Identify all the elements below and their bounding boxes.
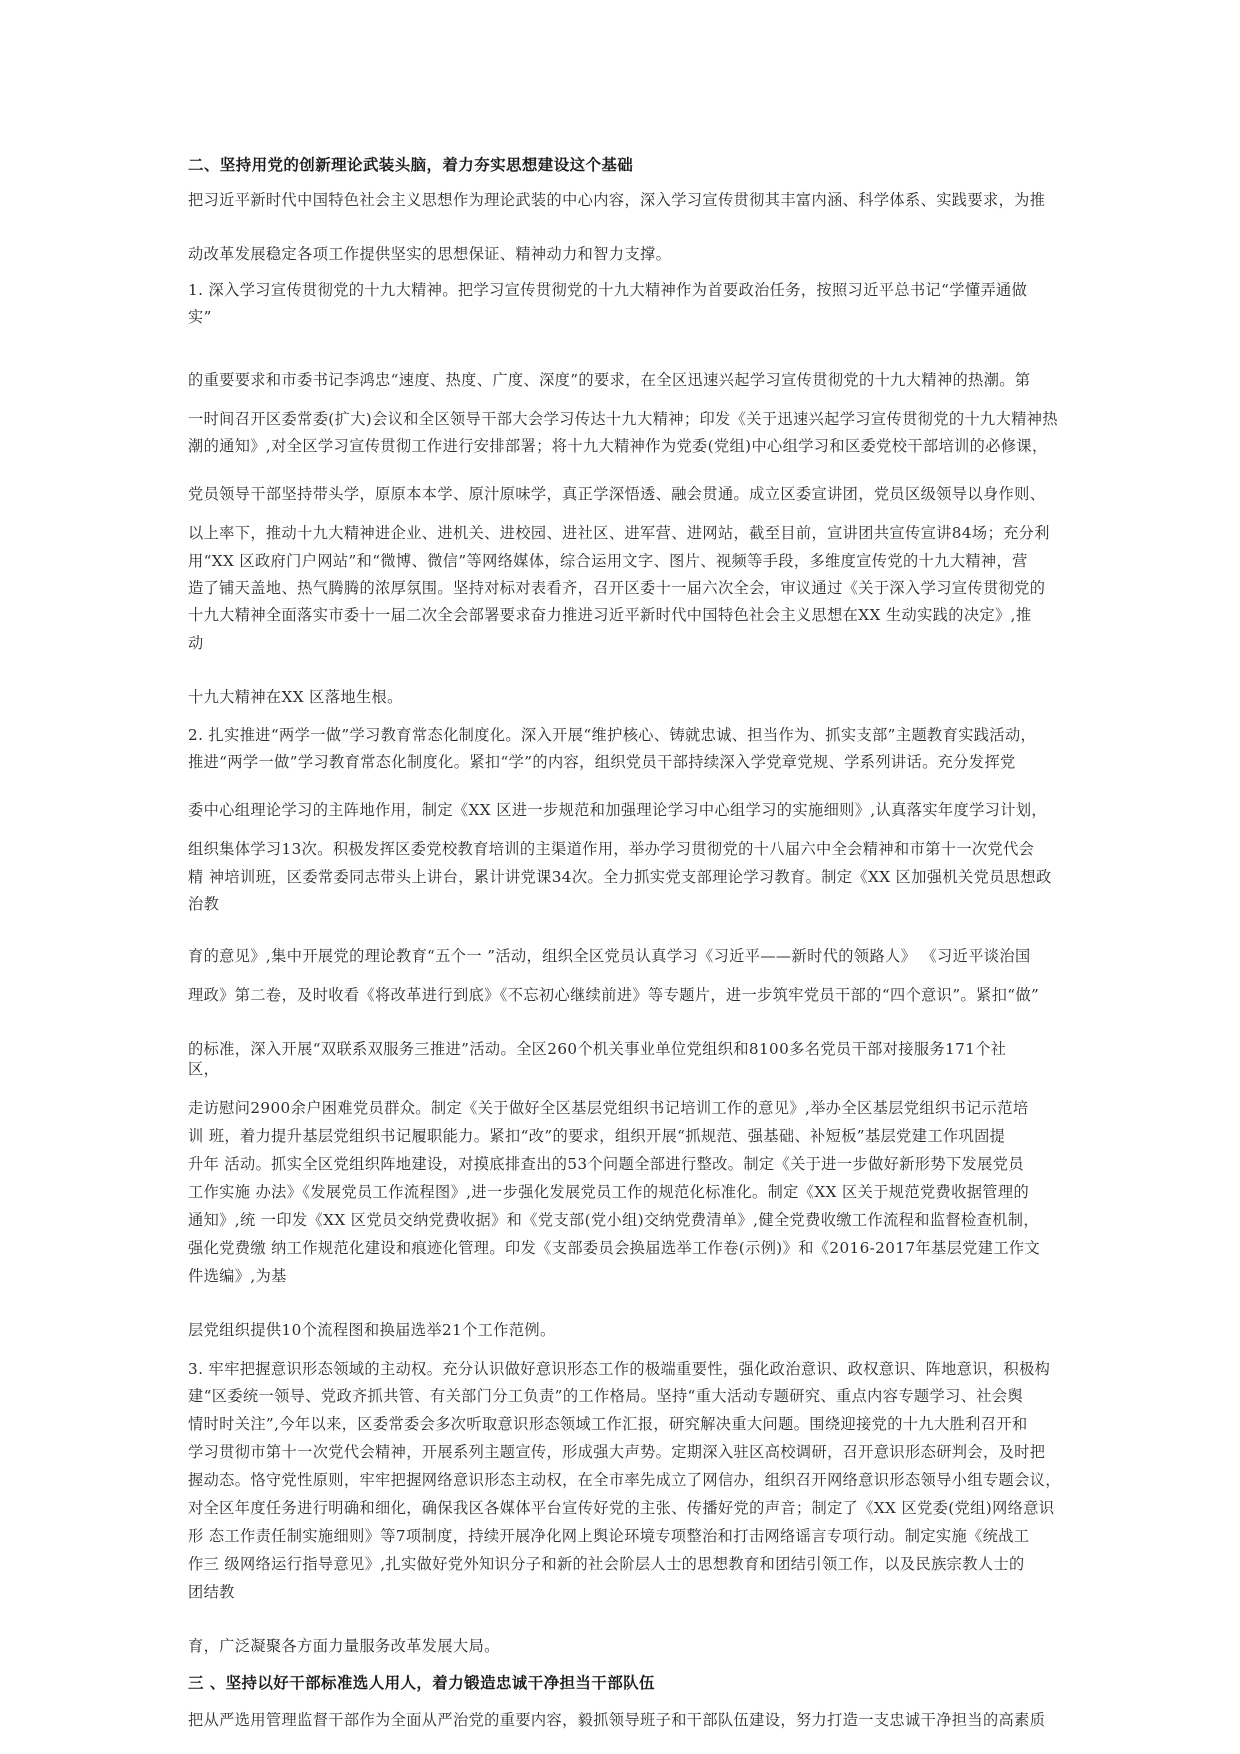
text-line: 训 班，着力提升基层党组织书记履职能力。紧扣“改”的要求，组织开展“抓规范、强基础、补短板”基层党建工作巩固提 xyxy=(188,1127,1006,1145)
text-line: 精 神培训班，区委常委同志带头上讲台，累计讲党课34次。全力抓实党支部理论学习教育。制定《XX 区加强机关党员思想政 xyxy=(188,868,1052,886)
text-line: 动改革发展稳定各项工作提供坚实的思想保证、精神动力和智力支撑。 xyxy=(188,245,672,263)
text-line: 治教 xyxy=(188,895,220,913)
text-line: 2. 扎实推进“两学一做”学习教育常态化制度化。深入开展“维护核心、铸就忠诚、担当作为、抓实支部”主题教育实践活动， xyxy=(188,726,1037,744)
text-line: 通知》,统 一印发《XX 区党员交纳党费收据》和《党支部(党小组)交纳党费清单》,健全党费收缴工作流程和监督检查机制， xyxy=(188,1211,1039,1229)
text-line: 作三 级网络运行指导意见》,扎实做好党外知识分子和新的社会阶层人士的思想教育和团结引领工作，以及民族宗教人士的 xyxy=(188,1555,1025,1573)
text-line: 育的意见》,集中开展党的理论教育“五个一 ”活动，组织全区党员认真学习《习近平——新时代的领路人》 《习近平谈治国 xyxy=(188,947,1031,965)
text-line: 3. 牢牢把握意识形态领域的主动权。充分认识做好意识形态工作的极端重要性，强化政治意识、政权意识、阵地意识，积极构 xyxy=(188,1360,1051,1378)
text-line: 工作实施 办法》《发展党员工作流程图》,进一步强化发展党员工作的规范化标准化。制定《XX 区关于规范党费收据管理的 xyxy=(188,1183,1030,1201)
text-line: 情时时关注”,今年以来，区委常委会多次听取意识形态领域工作汇报，研究解决重大问题。围绕迎接党的十九大胜利召开和 xyxy=(188,1415,1028,1433)
text-line: 层党组织提供10个流程图和换届选举21个工作范例。 xyxy=(188,1321,556,1339)
text-line: 形 态工作责任制实施细则》等7项制度，持续开展净化网上舆论环境专项整治和打击网络谣言专项行动。制定实施《统战工 xyxy=(188,1527,1030,1545)
text-line: 学习贯彻市第十一次党代会精神，开展系列主题宣传，形成强大声势。定期深入驻区高校调研，召开意识形态研判会，及时把 xyxy=(188,1443,1046,1461)
text-line: 握动态。恪守党性原则，牢牢把握网络意识形态主动权，在全市率先成立了网信办，组织召开网络意识形态领导小组专题会议， xyxy=(188,1471,1061,1489)
text-line: 建“区委统一领导、党政齐抓共管、有关部门分工负责”的工作格局。坚持“重大活动专题研究、重点内容专题学习、社会舆 xyxy=(188,1387,1024,1405)
text-line: 实” xyxy=(188,308,212,326)
text-line: 组织集体学习13次。积极发挥区委党校教育培训的主渠道作用，举办学习贯彻党的十八届六中全会精神和市第十一次党代会 xyxy=(188,840,1035,858)
text-line: 用“XX 区政府门户网站”和“微博、微信”等网络媒体，综合运用文字、图片、视频等手段，多维度宣传党的十九大精神，营 xyxy=(188,552,1028,570)
text-line: 十九大精神全面落实市委十一届二次全会部署要求奋力推进习近平新时代中国特色社会主义思想在XX 生动实践的决定》,推 xyxy=(188,606,1032,624)
text-line: 推进“两学一做”学习教育常态化制度化。紧扣“学”的内容，组织党员干部持续深入学党章党规、学系列讲话。充分发挥党 xyxy=(188,753,1016,771)
text-line: 把习近平新时代中国特色社会主义思想作为理论武装的中心内容，深入学习宣传贯彻其丰富内涵、科学体系、实践要求，为推 xyxy=(188,191,1046,209)
text-line: 走访慰问2900余户困难党员群众。制定《关于做好全区基层党组织书记培训工作的意见》,举办全区基层党组织书记示范培 xyxy=(188,1099,1029,1117)
text-line: 以上率下，推动十九大精神进企业、进机关、进校园、进社区、进军营、进网站，截至目前，宣讲团共宣传宣讲84场；充分利 xyxy=(188,524,1050,542)
text-line: 把从严选用管理监督干部作为全面从严治党的重要内容，毅抓领导班子和干部队伍建设，努力打造一支忠诚干净担当的高素质 xyxy=(188,1711,1046,1729)
text-line: 的标准，深入开展“双联系双服务三推进”活动。全区260个机关事业单位党组织和8100多名党员干部对接服务171个社 xyxy=(188,1040,1007,1058)
text-line: 党员领导干部坚持带头学，原原本本学、原汁原味学，真正学深悟透、融会贯通。成立区委宣讲团，党员区级领导以身作则、 xyxy=(188,485,1046,503)
text-line: 强化党费缴 纳工作规范化建设和痕迹化管理。印发《支部委员会换届选举工作卷(示例)》和《2016-2017年基层党建工作文 xyxy=(188,1239,1041,1257)
text-line: 的重要要求和市委书记李鸿忠“速度、热度、广度、深度”的要求，在全区迅速兴起学习宣传贯彻党的十九大精神的热潮。第 xyxy=(188,371,1031,389)
text-line: 1. 深入学习宣传贯彻党的十九大精神。把学习宣传贯彻党的十九大精神作为首要政治任务，按照习近平总书记“学懂弄通做 xyxy=(188,281,1028,299)
text-line: 育，广泛凝聚各方面力量服务改革发展大局。 xyxy=(188,1637,500,1655)
text-line: 潮的通知》,对全区学习宣传贯彻工作进行安排部署；将十九大精神作为党委(党组)中心组学习和区委党校干部培训的必修课， xyxy=(188,437,1048,455)
text-line: 一时间召开区委常委(扩大)会议和全区领导干部大会学习传达十九大精神；印发《关于迅速兴起学习宣传贯彻党的十九大精神热 xyxy=(188,410,1058,428)
text-line: 团结教 xyxy=(188,1583,235,1601)
text-line: 造了铺天盖地、热气腾腾的浓厚氛围。坚持对标对表看齐，召开区委十一届六次全会，审议通过《关于深入学习宣传贯彻党的 xyxy=(188,579,1046,597)
text-line: 区， xyxy=(188,1060,220,1078)
section-heading-two: 二、坚持用党的创新理论武装头脑，着力夯实思想建设这个基础 xyxy=(188,155,634,174)
section-heading-three: 三 、坚持以好干部标准选人用人，着力锻造忠诚干净担当干部队伍 xyxy=(188,1673,655,1692)
text-line: 十九大精神在XX 区落地生根。 xyxy=(188,688,403,706)
text-line: 件选编》,为基 xyxy=(188,1267,287,1285)
text-line: 升年 活动。抓实全区党组织阵地建设，对摸底排查出的53个问题全部进行整改。制定《关于进一步做好新形势下发展党员 xyxy=(188,1155,1024,1173)
text-line: 动 xyxy=(188,634,204,652)
text-line: 委中心组理论学习的主阵地作用，制定《XX 区进一步规范和加强理论学习中心组学习的实施细则》,认真落实年度学习计划， xyxy=(188,801,1048,819)
text-line: 理政》第二卷，及时收看《将改革进行到底》《不忘初心继续前进》等专题片，进一步筑牢党员干部的“四个意识”。紧扣“做” xyxy=(188,986,1040,1004)
text-line: 对全区年度任务进行明确和细化，确保我区各媒体平台宣传好党的主张、传播好党的声音；制定了《XX 区党委(党组)网络意识 xyxy=(188,1499,1055,1517)
